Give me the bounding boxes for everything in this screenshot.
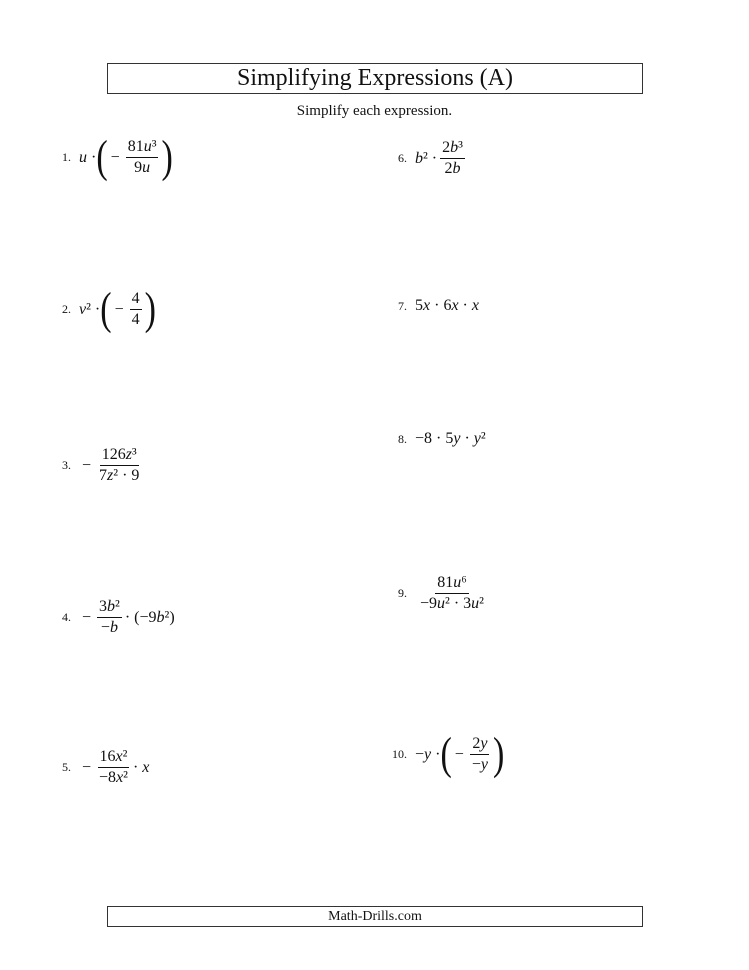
numerator: 126z³	[100, 446, 139, 466]
fraction	[440, 139, 465, 178]
numerator: 81u³	[126, 138, 159, 158]
fraction	[470, 735, 490, 774]
numerator: 2y	[470, 735, 489, 755]
footer-site-name: Math-Drills.com	[107, 906, 643, 927]
left-paren: (	[96, 131, 108, 182]
numerator: 16x²	[98, 748, 130, 768]
expression-suffix: · (−9b²)	[124, 608, 175, 626]
minus-sign: −	[110, 148, 120, 166]
instructions: Simplify each expression.	[296, 103, 453, 119]
right-paren: )	[161, 131, 173, 182]
numerator: 3b²	[97, 598, 122, 618]
fraction	[97, 598, 122, 637]
minus-sign: −	[82, 608, 92, 626]
expression-prefix: b² ·	[415, 149, 438, 167]
expression: 5x · 6x · x	[415, 297, 479, 314]
denominator: −y	[471, 756, 488, 773]
problem-7	[398, 297, 479, 315]
numerator: 2b³	[440, 139, 465, 159]
problem-10	[392, 728, 505, 779]
numerator: 81u⁶	[435, 574, 469, 594]
problem-8	[398, 430, 486, 448]
denominator: −9u² · 3u²	[420, 595, 484, 612]
fraction	[418, 574, 486, 613]
problem-2	[62, 283, 156, 334]
fraction	[97, 748, 130, 787]
left-paren: (	[440, 728, 452, 779]
fraction	[126, 138, 159, 177]
numerator: 4	[130, 290, 142, 310]
problem-number: 9.	[398, 586, 407, 600]
expression-prefix: v² ·	[79, 300, 101, 318]
minus-sign: −	[454, 745, 464, 763]
problem-number: 4.	[62, 610, 71, 624]
problem-number: 2.	[62, 302, 71, 316]
denominator: 2b	[444, 160, 461, 177]
problem-1	[62, 131, 173, 182]
problem-number: 10.	[392, 747, 407, 761]
problem-number: 5.	[62, 760, 71, 774]
problem-number: 8.	[398, 431, 407, 446]
problem-number: 6.	[398, 151, 407, 165]
expression: −8 · 5y · y²	[415, 430, 486, 447]
expression-prefix: u ·	[79, 148, 97, 166]
problem-number: 7.	[398, 298, 407, 313]
denominator: −b	[100, 619, 118, 636]
denominator: 7z² · 9	[99, 467, 140, 484]
problem-9	[398, 574, 489, 613]
expression-suffix: · x	[132, 758, 150, 776]
problem-3	[62, 446, 144, 485]
problem-5	[62, 748, 149, 787]
denominator: −8x²	[99, 769, 128, 786]
minus-sign: −	[82, 758, 92, 776]
left-paren: (	[100, 283, 112, 334]
right-paren: )	[144, 283, 156, 334]
right-paren: )	[492, 728, 505, 779]
fraction	[130, 290, 142, 329]
denominator: 9u	[134, 159, 151, 176]
minus-sign: −	[82, 456, 92, 474]
fraction	[97, 446, 141, 485]
problem-number: 3.	[62, 458, 71, 472]
expression-prefix: −y ·	[415, 745, 441, 763]
problem-number: 1.	[62, 150, 71, 164]
problem-4	[62, 598, 175, 637]
denominator: 4	[131, 311, 140, 328]
worksheet-title: Simplifying Expressions (A)	[107, 63, 643, 94]
problem-6	[398, 139, 468, 178]
minus-sign: −	[114, 300, 124, 318]
